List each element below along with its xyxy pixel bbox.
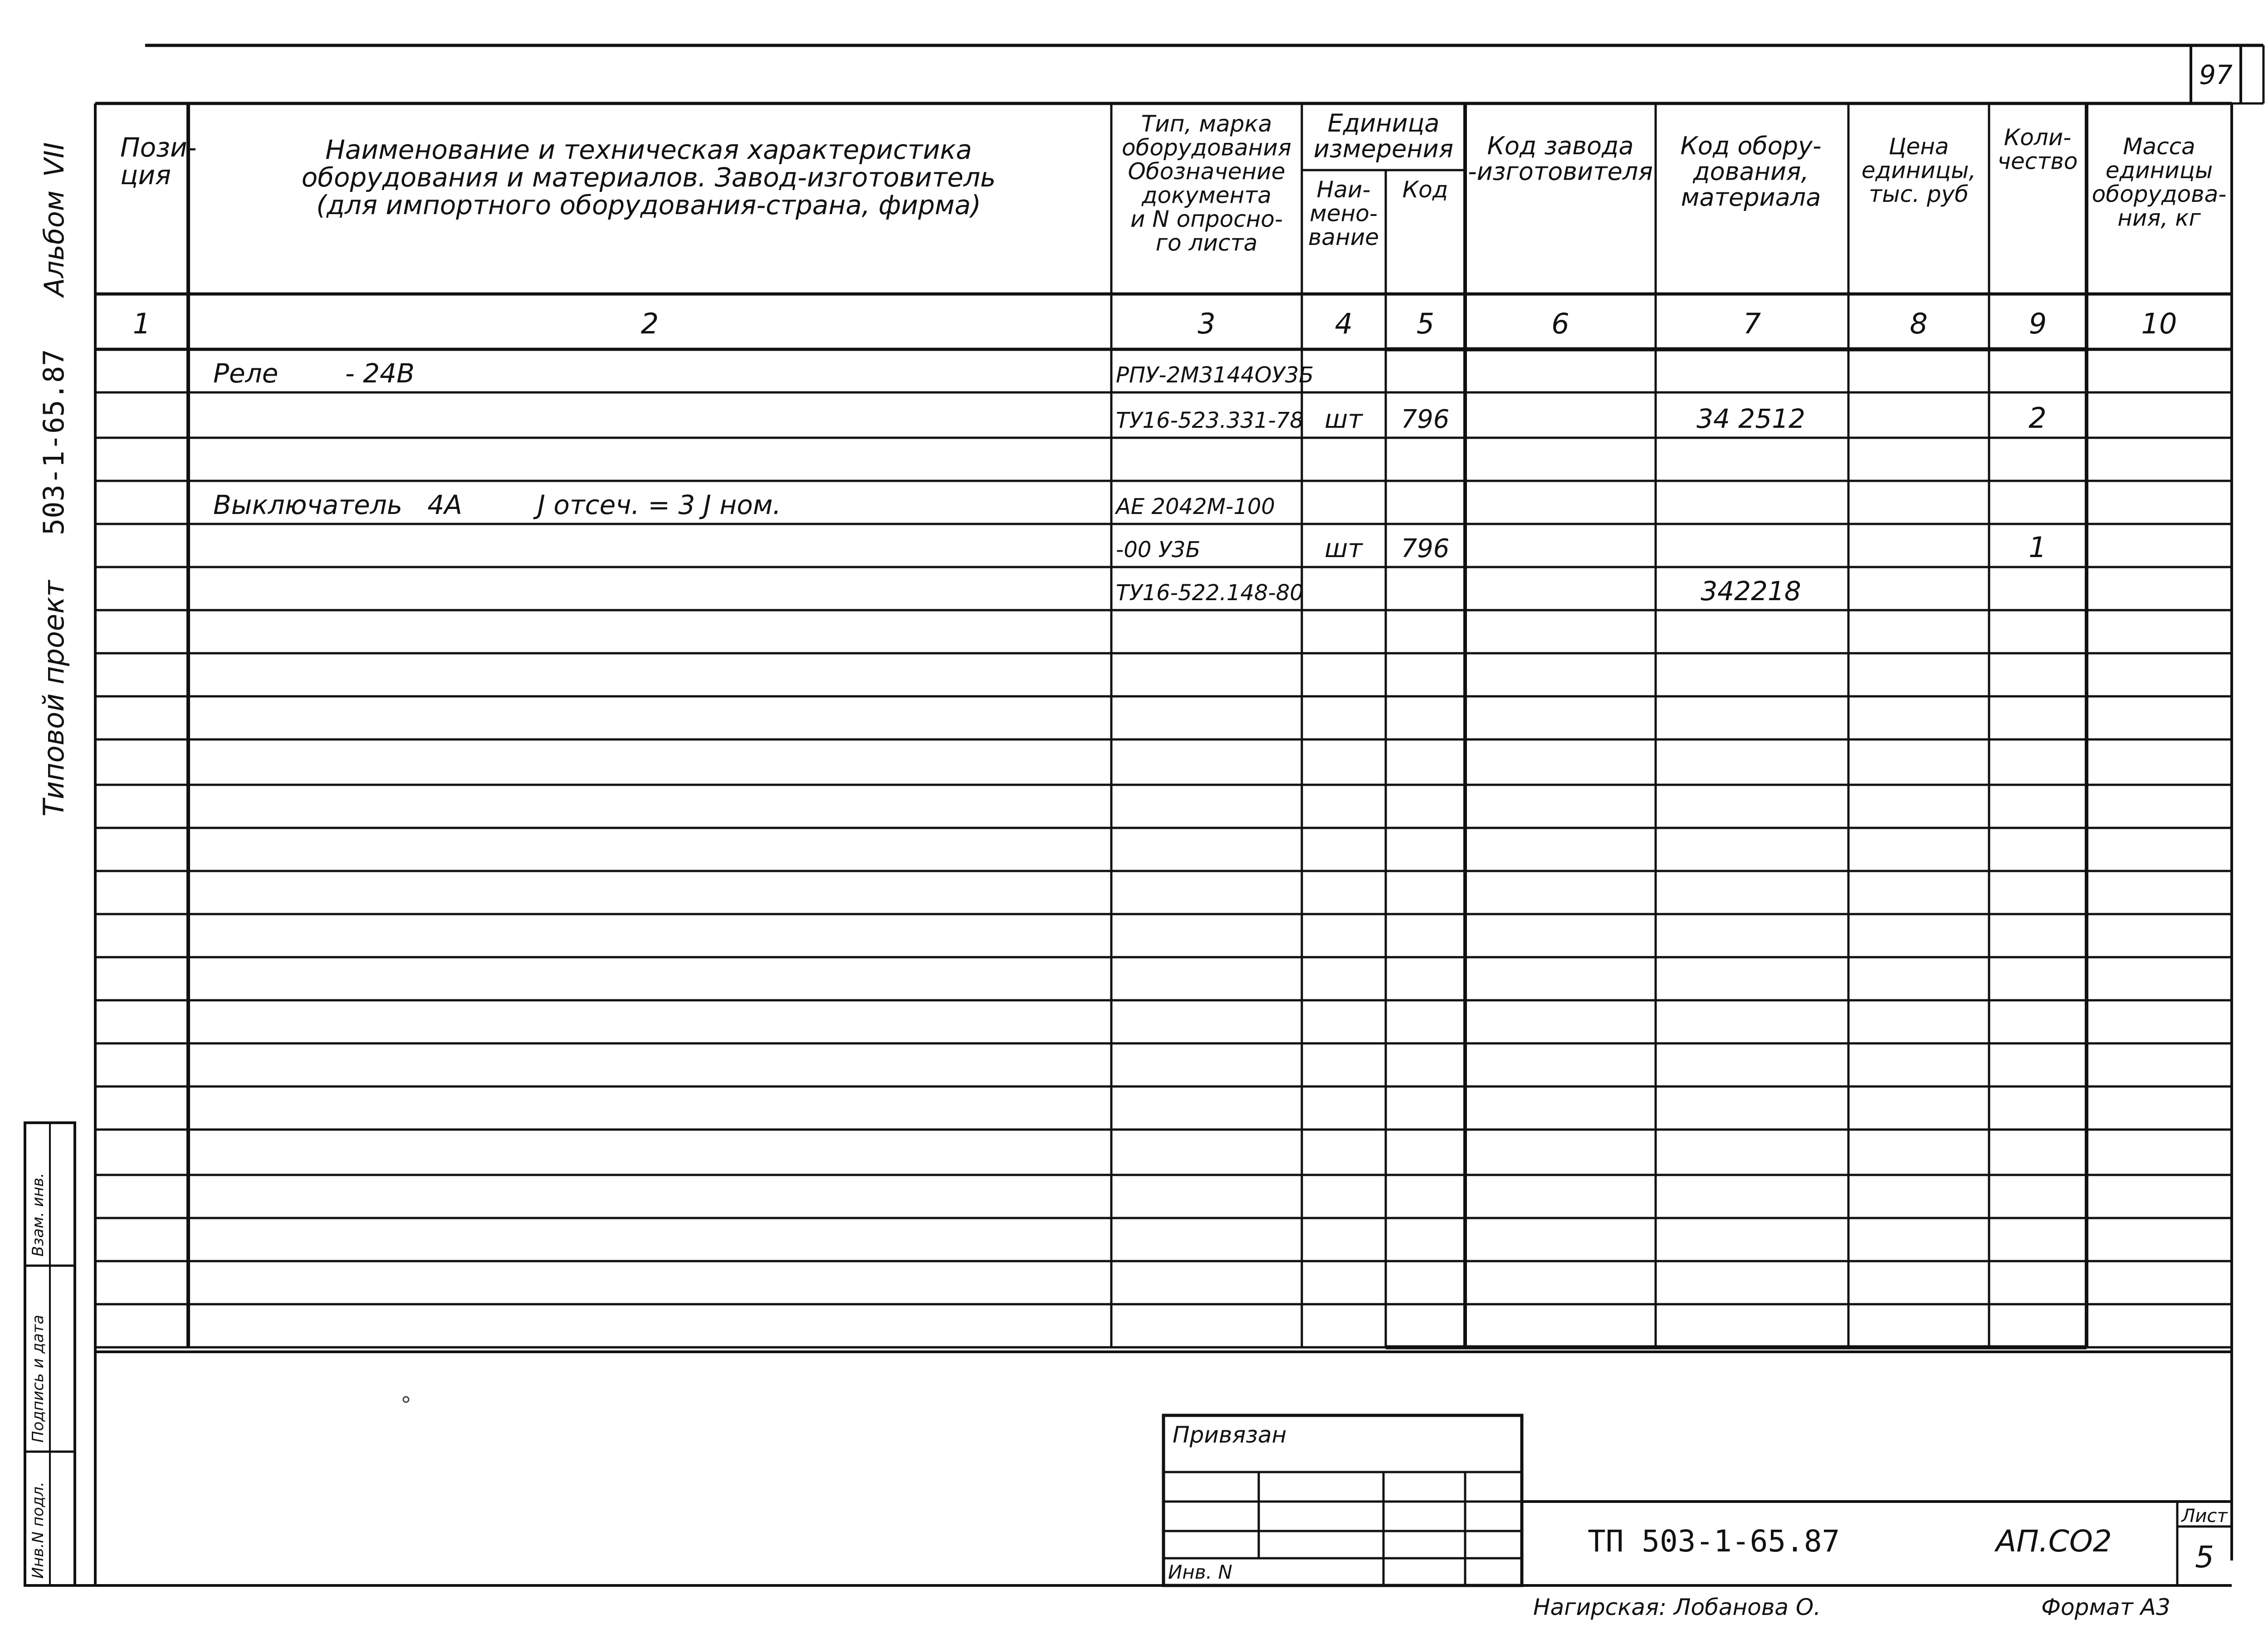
cell-unit: шт (1325, 534, 1363, 563)
side-title (39, 142, 70, 298)
side-stamp-inventory: Инв.N подл. (29, 1482, 47, 1579)
table-row (213, 358, 1314, 389)
column-number: 4 (1334, 307, 1353, 340)
spec-table-body (213, 358, 2047, 607)
stamp-sheet-code: АП.СО2 (1996, 1524, 2112, 1559)
footer-format: Формат А3 (2041, 1594, 2170, 1620)
table-row (1116, 531, 2047, 564)
cell-unit-code: 796 (1401, 534, 1450, 563)
side-title-album-num: VII (39, 142, 70, 177)
cell-unit-code: 796 (1401, 405, 1450, 434)
side-title-album: Альбом (39, 191, 70, 297)
stamp-sheet-num: 5 (2195, 1540, 2214, 1575)
column-number: 5 (1416, 307, 1435, 340)
header-col1-line: Пози- (120, 132, 197, 163)
header-col10-line: оборудова- (2092, 181, 2227, 207)
column-number: 2 (640, 307, 659, 340)
header-col8-line: тыс. руб (1868, 181, 1969, 207)
side-title-project-code: 503-1-65.87 (37, 349, 70, 535)
cell-qty: 1 (2028, 531, 2047, 564)
header-col9-line: Коли- (2004, 124, 2072, 151)
footer-author: Нагирская: Лобанова О. (1533, 1594, 1821, 1620)
header-col6-line: Код завода (1487, 132, 1634, 160)
spec-table-grid (95, 103, 2232, 1352)
cell-equip-code: 34 2512 (1696, 403, 1805, 434)
cell-type: -00 У3Б (1116, 537, 1201, 563)
main-frame (95, 45, 2263, 1585)
header-col9-line: чество (1997, 148, 2078, 175)
cell-name: Реле - 24В (213, 358, 415, 389)
header-col3-line: оборудования (1122, 134, 1291, 161)
header-col4-line: вание (1308, 224, 1379, 250)
column-number: 9 (2028, 307, 2047, 340)
page-number: 97 (2199, 59, 2233, 90)
cell-unit: шт (1325, 405, 1363, 434)
header-col3-line: и N опросно- (1130, 206, 1283, 232)
table-row (1116, 576, 1801, 607)
header-col4-line: мено- (1310, 200, 1378, 227)
stamp-doc-code: ТП 503-1-65.87 (1588, 1524, 1840, 1559)
cell-qty: 2 (2028, 401, 2047, 435)
side-title-code-group (37, 349, 70, 535)
header-col45_group-line: измерения (1313, 134, 1454, 163)
cell-type: ТУ16-523.331-78 (1116, 408, 1304, 433)
header-col2-line: (для импортного оборудования-страна, фирма) (316, 189, 981, 220)
header-col5-line: Код (1402, 176, 1448, 203)
header-col2-line: оборудования и материалов. Завод-изготовитель (301, 161, 996, 193)
header-col1-line: ция (120, 159, 171, 191)
spec-table-header (120, 109, 2226, 340)
page-number-box (2191, 45, 2241, 103)
column-number: 10 (2141, 307, 2177, 340)
header-col3-line: документа (1142, 182, 1271, 209)
header-col2-line: Наименование и техническая характеристика (325, 134, 972, 165)
column-number: 1 (132, 307, 151, 340)
column-number: 3 (1198, 307, 1216, 340)
stamp-bound: Привязан (1173, 1422, 1287, 1448)
header-col8-line: единицы, (1861, 157, 1976, 184)
table-row (213, 489, 1275, 520)
side-stamp-signature: Подпись и дата (29, 1315, 47, 1443)
side-stamp (25, 1123, 75, 1585)
header-col3-line: Обозначение (1128, 158, 1286, 185)
header-col10-line: Масса (2123, 133, 2195, 160)
column-number: 7 (1743, 307, 1761, 340)
cell-type: ТУ16-522.148-80 (1116, 580, 1304, 606)
stamp-inv-no: Инв. N (1168, 1561, 1232, 1583)
hole-mark (403, 1397, 409, 1402)
stamp-sheet-label: Лист (2181, 1506, 2228, 1526)
side-title-project-type: Типовой проект (37, 580, 70, 817)
header-col10-line: единицы (2105, 157, 2213, 184)
header-col10-line: ния, кг (2117, 205, 2201, 231)
header-col3-line: Тип, марка (1141, 111, 1272, 137)
header-col45_group-line: Единица (1327, 109, 1440, 137)
cell-equip-code: 342218 (1701, 576, 1801, 607)
header-col7-line: дования, (1693, 157, 1809, 186)
header-col8-line: Цена (1888, 133, 1949, 160)
header-col3-line: го листа (1155, 230, 1258, 256)
cell-type: РПУ-2М3144ОУ3Б (1116, 362, 1314, 388)
column-number: 8 (1910, 307, 1928, 340)
table-row (1116, 401, 2047, 435)
column-number: 6 (1551, 307, 1569, 340)
header-col4-line: Наи- (1316, 176, 1371, 203)
cell-type: АЕ 2042М-100 (1116, 494, 1275, 519)
header-col7-line: материала (1681, 183, 1821, 212)
header-col7-line: Код обору- (1680, 132, 1822, 160)
cell-name: Выключатель 4А J отсеч. = 3 J ном. (213, 489, 781, 520)
side-title-type-group (37, 579, 70, 817)
side-stamp-replace: Взам. инв. (29, 1173, 47, 1257)
header-col6-line: -изготовителя (1468, 157, 1653, 186)
title-stamp (1163, 1415, 2232, 1585)
